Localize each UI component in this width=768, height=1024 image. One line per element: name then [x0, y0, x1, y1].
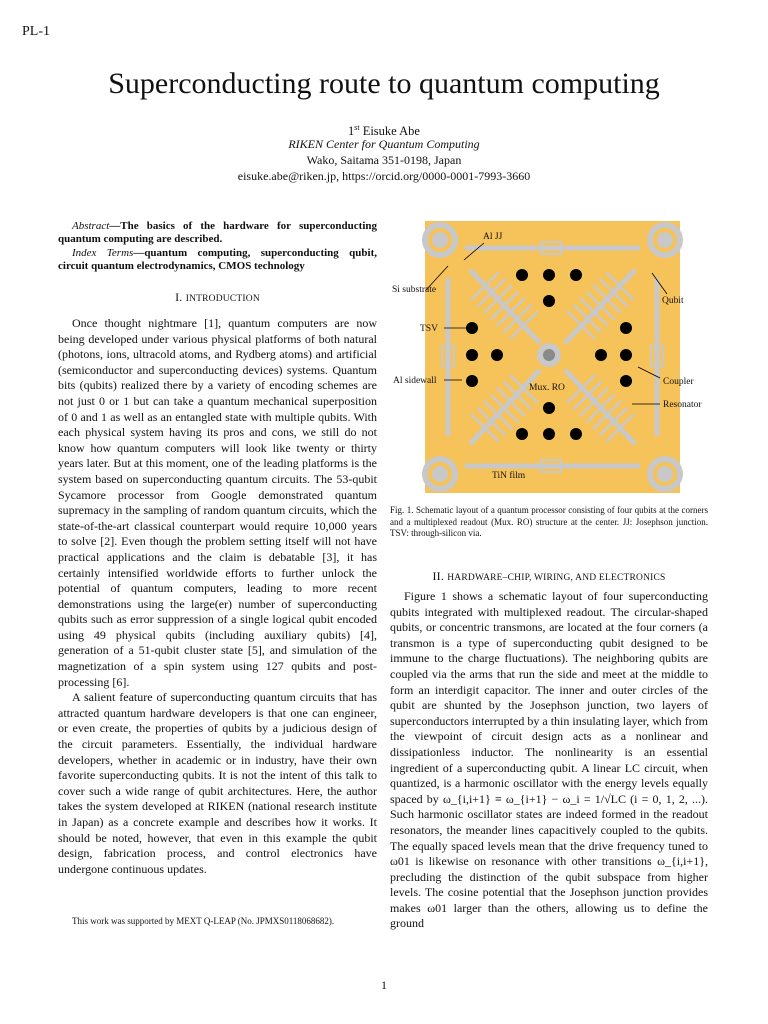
tsv-via	[543, 295, 555, 307]
page-number: 1	[381, 978, 387, 992]
abstract: Abstract—The basics of the hardware for superconducting quantum computing are described. Index Terms—quantum computing, superconducting qubit, circuit quantum electrodynamics, CMOS technology	[58, 220, 377, 273]
introduction-body	[58, 316, 377, 877]
tsv-via	[620, 349, 632, 361]
author-name: Eisuke Abe	[362, 124, 420, 139]
tsv-via	[466, 349, 478, 361]
author-ordinal: 1	[347, 124, 355, 139]
section-number: II.	[432, 569, 445, 583]
label-al-jj: Al JJ	[483, 232, 503, 242]
qubit-inner-pad	[657, 232, 673, 248]
author-ordinal-sup: st	[354, 123, 360, 132]
author-contact: eisuke.abe@riken.jp, https://orcid.org/0000-0001-7993-3660	[237, 169, 531, 183]
qubit-inner-pad	[432, 466, 448, 482]
section-title: HARDWARE–CHIP, WIRING, AND ELECTRONICS	[447, 573, 666, 583]
tsv-via	[595, 349, 607, 361]
tsv-via	[543, 269, 555, 281]
tsv-via	[543, 428, 555, 440]
tsv-via	[620, 375, 632, 387]
paper-title: Superconducting route to quantum computing	[108, 67, 660, 100]
label-tsv: TSV	[420, 324, 438, 334]
intro-paragraph-1: Once thought nightmare [1], quantum computers are now being developed under various physical platforms of both natural (photons, ions, ultracold atoms, and Rydberg atoms) and artificial (semiconductor and superconducting devices) systems. Quantum bits (qubits) realized there by a variety of encoding schemes are not just 0 or 1 but can take a quantum mechanical superposition of 0 and 1 as well as an entangled state with multiple qubits. With each physical system having its pros and cons, we still do not know how quantum computers will look like twenty or thirty years later. But at this moment, one of the leading platforms is the system based on superconducting quantum circuits. The 53-qubit Sycamore processor from Google demonstrated quantum supremacy in the sampling of random quantum circuits, which the state-of-the-art classical counterpart would require 10,000 years to solve [2]. Even though the problem setting itself will not have practical applications and the claim is debatable [3], it has certainly intensified worldwide efforts to further unlock the potential of quantum computers, leading to more recent demonstrations using the large(er) number of superconducting qubits such as error suppression of a single logical qubit encoded using 49 physical qubits (including auxiliary qubits) [4], generation of a 51-qubit cluster state [5], and simulation of the magnetization of a spin system using 127 qubits and post-processing [6].	[58, 316, 377, 689]
section-title: INTRODUCTION	[185, 294, 260, 304]
quantum-processor-figure	[390, 218, 708, 496]
author-address: Wako, Saitama 351-0198, Japan	[306, 153, 462, 167]
tsv-via	[620, 322, 632, 334]
mux-ro-inner	[543, 349, 555, 361]
author-affiliation: RIKEN Center for Quantum Computing	[288, 137, 480, 151]
page-tag: PL-1	[22, 24, 50, 39]
tsv-via	[570, 269, 582, 281]
section-number: I.	[175, 290, 183, 304]
section-heading-introduction	[58, 290, 377, 305]
index-terms-text: quantum computing, superconducting qubit, circuit quantum electrodynamics, CMOS technology	[58, 246, 377, 273]
figure-caption: Fig. 1. Schematic layout of a quantum processor consisting of four qubits at the corners and a multiplexed readout (Mux. RO) structure at the center. JJ: Josephson junction. TSV: through-silicon via.	[390, 505, 708, 538]
label-tin-film: TiN film	[492, 471, 526, 481]
abstract-label: Abstract	[72, 220, 110, 232]
label-mux-ro: Mux. RO	[529, 383, 565, 393]
tsv-via	[516, 269, 528, 281]
index-terms-label: Index Terms	[72, 246, 134, 259]
tsv-via	[491, 349, 503, 361]
hardware-body	[390, 589, 708, 932]
tsv-via	[516, 428, 528, 440]
label-resonator: Resonator	[663, 400, 702, 410]
qubit-inner-pad	[657, 466, 673, 482]
tsv-via	[543, 402, 555, 414]
hardware-paragraph-1: Figure 1 shows a schematic layout of four superconducting qubits integrated with multiplexed readout. The circular-shaped qubits, or concentric transmons, are located at the four corners (a transmon is a type of superconducting qubit designed to be immune to the charge fluctuations). The neighboring qubits are coupled via the arms that run the side and meet at the middle to form an interdigit capacitor. The inner and outer circles of the qubit are shunted by the Josephson junction, two layers of superconductors interrupted by a thin insulating layer, which from the viewpoint of circuit design acts as a nonlinear and dissipationless inductor. The nonlinearity is an essential ingredient of a superconducting qubit. A linear LC circuit, when quantized, is a harmonic oscillator with the energy levels equally spaced by ω_{i,i+1} ≡ ω_{i+1} − ω_i = 1/√LC (i = 0, 1, 2, ...). Such harmonic oscillator states are indeed formed in the readout resonators, the meander lines capacitively coupled to the qubits. The equally spaced levels mean that the drive frequency tuned to ω01 is likewise on resonance with other transitions ω_{i,i+1}, precluding the distinction of the qubit subspace from higher levels. The cosine potential that the Josephson junction provides makes ω01 larger than the others, allowing us to define the ground	[390, 589, 708, 931]
label-si-substrate: Si substrate	[392, 285, 437, 295]
funding-footnote: This work was supported by MEXT Q-LEAP (No. JPMXS0118068682).	[72, 916, 335, 926]
label-coupler: Coupler	[663, 377, 694, 387]
section-heading-hardware	[390, 569, 708, 584]
tsv-via	[466, 375, 478, 387]
tsv-via	[570, 428, 582, 440]
qubit-inner-pad	[432, 232, 448, 248]
label-al-sidewall: Al sidewall	[393, 376, 437, 386]
label-qubit: Qubit	[662, 296, 684, 306]
intro-paragraph-2: A salient feature of superconducting quantum circuits that has attracted quantum hardware developers is that one can engineer, or even create, the properties of qubits by a judicious design of the circuit parameters. Essentially, the individual hardware developers, whether in academic or in industry, have their own favorite superconducting qubits. It is not the intent of this talk to cover such a wide range of qubit architectures. Here, the author takes the system developed at RIKEN (national research institute in Japan) as a concrete example and describes how it works. It should be noted, however, that even in this example the qubit design, fabrication process, and control electronics have undergone continuous updates.	[58, 690, 377, 876]
abstract-text: The basics of the hardware for superconducting quantum computing are described.	[58, 220, 377, 246]
